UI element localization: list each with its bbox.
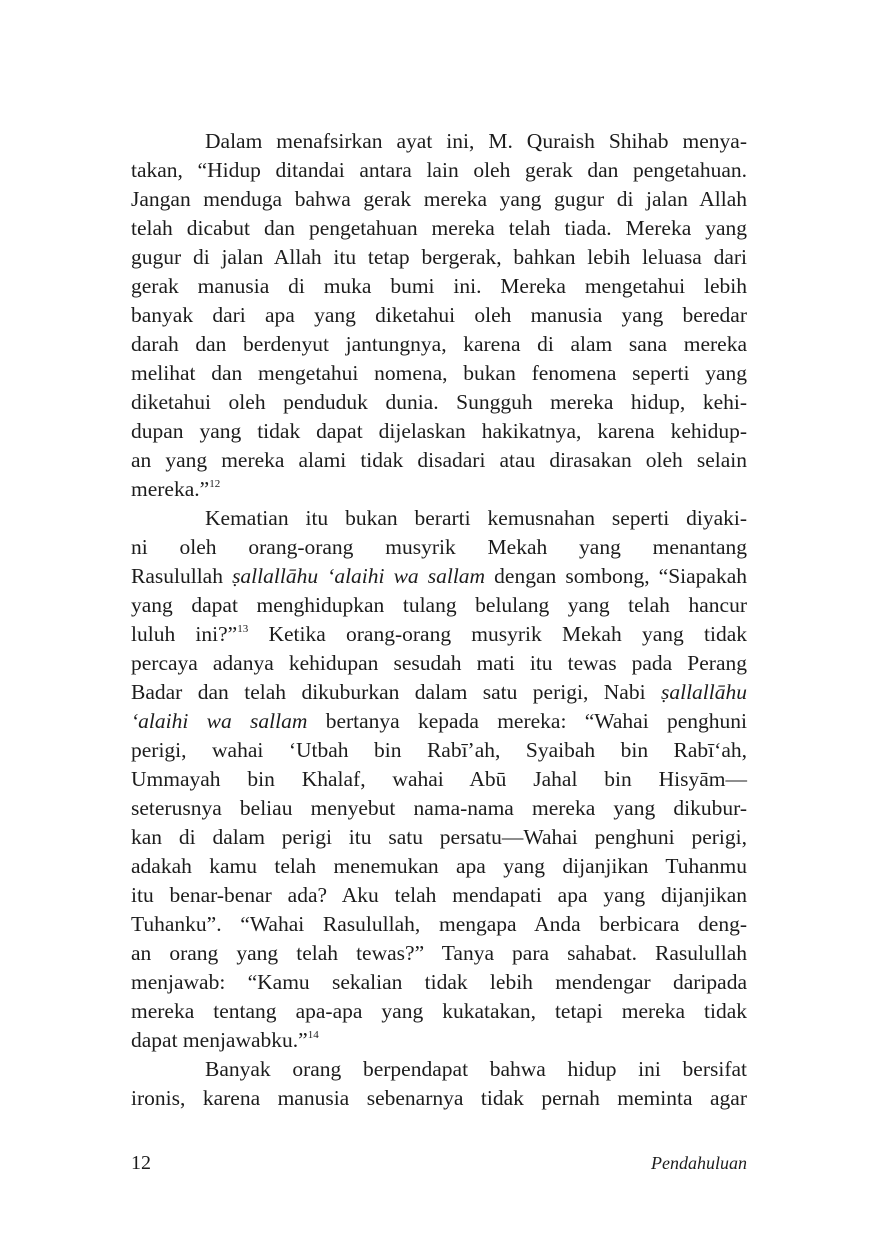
text-line: menjawab: “Kamu sekalian tidak lebih mendengar daripada — [131, 970, 747, 994]
text-line: gugur di jalan Allah itu tetap bergerak, bahkan lebih leluasa dari — [131, 245, 747, 269]
text-line: perigi, wahai ‘Utbah bin Rabī’ah, Syaibah bin Rabī‘ah, — [131, 738, 747, 762]
text-line: ‘alaihi wa sallam bertanya kepada mereka: “Wahai penghuni — [131, 709, 747, 733]
body-text — [131, 127, 747, 1113]
italic-phrase: ṣallallāhu — [660, 680, 747, 704]
text-line: yang dapat menghidupkan tulang belulang yang telah hancur — [131, 593, 747, 617]
text-line: Banyak orang berpendapat bahwa hidup ini bersifat — [205, 1057, 747, 1081]
paragraph — [131, 1055, 747, 1113]
text-line: darah dan berdenyut jantungnya, karena di alam sana mereka — [131, 332, 747, 356]
text-line: Ummayah bin Khalaf, wahai Abū Jahal bin Hisyām— — [131, 767, 747, 791]
text-line: luluh ini?”$^{13}$ Ketika orang-orang musyrik Mekah yang tidak — [131, 622, 747, 646]
footnote-ref: 13 — [237, 623, 249, 635]
text-line: melihat dan mengetahui nomena, bukan fenomena seperti yang — [131, 361, 747, 385]
footnote-ref: 14 — [307, 1029, 319, 1041]
text-line: Jangan menduga bahwa gerak mereka yang gugur di jalan Allah — [131, 187, 747, 211]
text-line: kan di dalam perigi itu satu persatu—Wahai penghuni perigi, — [131, 825, 747, 849]
text-line: Dalam menafsirkan ayat ini, M. Quraish Shihab menya- — [205, 129, 747, 153]
text-line: ironis, karena manusia sebenarnya tidak pernah meminta agar — [131, 1086, 747, 1110]
page-number: 12 — [131, 1152, 151, 1174]
paragraph — [131, 127, 747, 504]
text-line: Rasulullah ṣallallāhu ‘alaihi wa sallam dengan sombong, “Siapakah — [131, 564, 748, 588]
text-line: Kematian itu bukan berarti kemusnahan seperti diyaki- — [205, 506, 747, 530]
text-line: takan, “Hidup ditandai antara lain oleh gerak dan pengetahuan. — [131, 158, 747, 182]
text-line: itu benar-benar ada? Aku telah mendapati apa yang dijanjikan — [131, 883, 747, 907]
text-line: diketahui oleh penduduk dunia. Sungguh mereka hidup, kehi- — [131, 390, 747, 414]
text-line: dapat menjawabku.”$^{14}$ — [131, 1028, 319, 1052]
text-line: an orang yang telah tewas?” Tanya para sahabat. Rasulullah — [131, 941, 747, 965]
text-line: telah dicabut dan pengetahuan mereka telah tiada. Mereka yang — [131, 216, 747, 240]
footnote-ref: 12 — [209, 478, 221, 490]
text-line: percaya adanya kehidupan sesudah mati itu tewas pada Perang — [131, 651, 747, 675]
text-line: ni oleh orang-orang musyrik Mekah yang menantang — [131, 535, 747, 559]
text-line: dupan yang tidak dapat dijelaskan hakikatnya, karena kehidup- — [131, 419, 747, 443]
running-title: Pendahuluan — [651, 1153, 747, 1173]
italic-phrase: ṣallallāhu ‘alaihi wa sallam — [232, 564, 486, 588]
paragraph — [131, 504, 747, 1055]
text-line: adakah kamu telah menemukan apa yang dijanjikan Tuhanmu — [131, 854, 747, 878]
text-line: mereka.”$^{12}$ — [131, 477, 221, 501]
text-line: mereka tentang apa-apa yang kukatakan, tetapi mereka tidak — [131, 999, 747, 1023]
text-line: an yang mereka alami tidak disadari atau dirasakan oleh selain — [131, 448, 747, 472]
text-line: gerak manusia di muka bumi ini. Mereka mengetahui lebih — [131, 274, 747, 298]
text-line: Tuhanku”. “Wahai Rasulullah, mengapa Anda berbicara deng- — [131, 912, 747, 936]
italic-phrase: ‘alaihi wa sallam — [131, 709, 308, 733]
text-line: seterusnya beliau menyebut nama-nama mereka yang dikubur- — [131, 796, 747, 820]
text-line: Badar dan telah dikuburkan dalam satu perigi, Nabi ṣallallāhu — [131, 680, 747, 704]
text-line: banyak dari apa yang diketahui oleh manusia yang beredar — [131, 303, 747, 327]
